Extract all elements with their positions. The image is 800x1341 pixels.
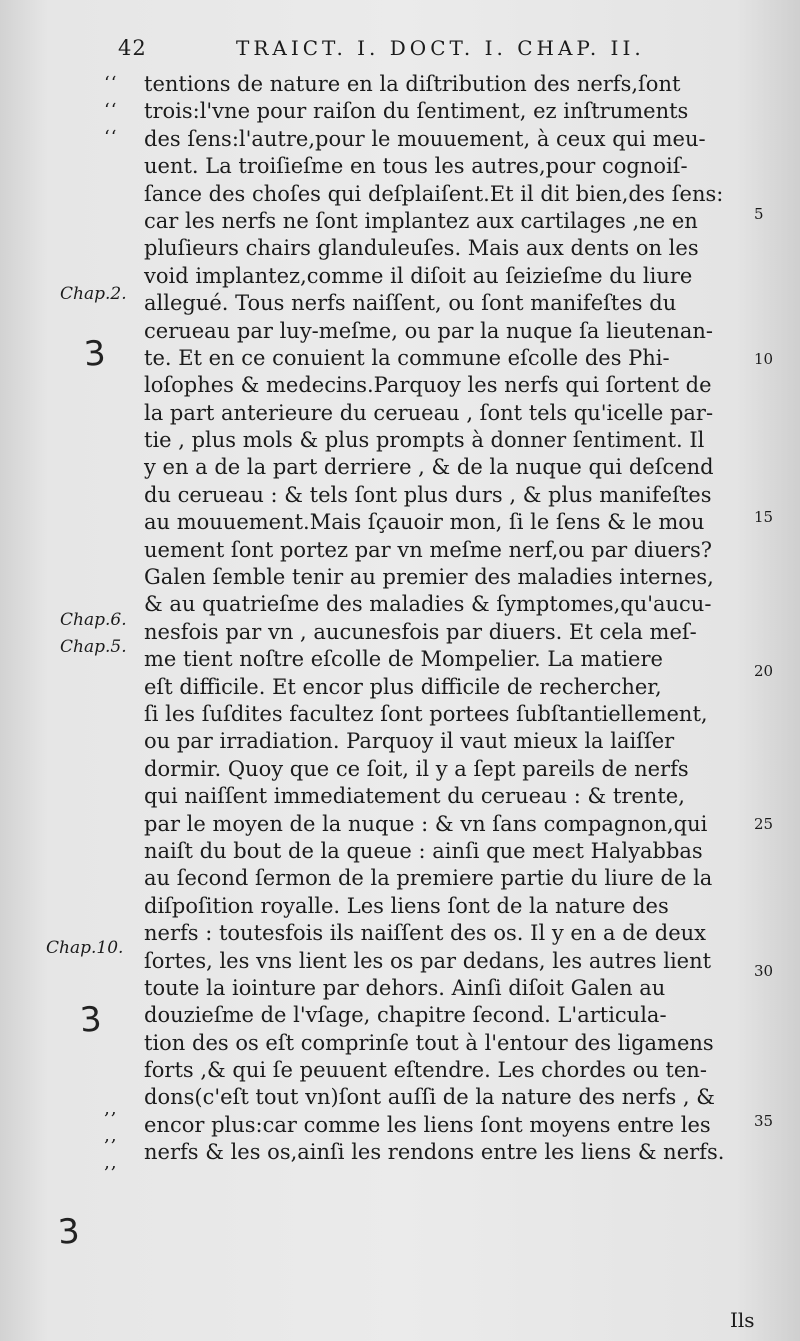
text-line: au ſecond ſermon de la premiere partie du liure de la (144, 866, 713, 891)
text-line: du cerueau : & tels ſont plus durs , & plus manifeſtes (144, 482, 712, 507)
text-line: nesfois par vn , aucunesfois par diuers. Et cela meſ- (144, 619, 697, 644)
text-line: trois:l'vne pour raiſon du ſentiment, ez inſtruments (144, 99, 689, 124)
text-line: void implantez,comme il diſoit au ſeizieſme du liure (144, 263, 693, 288)
handwritten-mark: 3 (56, 1211, 82, 1253)
text-line: tentions de nature en la diſtribution des nerfs,ſont (144, 72, 681, 96)
text-line: tie , plus mols & plus prompts à donner ſentiment. Il (144, 428, 705, 453)
quote-mark: ‘‘ (104, 73, 118, 94)
text-line: uent. La troiſieſme en tous les autres,pour cognoiſ- (144, 154, 688, 179)
line-number: 15 (754, 508, 774, 526)
page-number: 42 (118, 36, 147, 60)
text-line: ſance des choſes qui deſplaiſent.Et il dit bien,des ſens: (144, 181, 724, 206)
text-line: me tient noſtre eſcolle de Mompelier. La matiere (144, 647, 663, 672)
text-line: Galen ſemble tenir au premier des maladies internes, (144, 565, 714, 590)
text-line: au mouuement.Mais ſçauoir mon, ſi le ſens & le mou (144, 510, 705, 535)
quote-mark: ‚‚ (104, 1152, 118, 1173)
text-line: uement ſont portez par vn meſme nerf,ou par diuers? (144, 537, 712, 562)
text-line: dormir. Quoy que ce ſoit, il y a ſept pareils de nerfs (144, 756, 689, 781)
line-number: 20 (754, 662, 774, 680)
quote-mark: ‚‚ (104, 1098, 118, 1119)
text-line: forts ,& qui ſe peuuent eſtendre. Les chordes ou ten- (144, 1058, 707, 1083)
text-line: par le moyen de la nuque : & vn ſans compagnon,qui (144, 811, 708, 836)
line-number: 35 (754, 1112, 774, 1130)
quote-mark: ‚‚ (104, 1125, 118, 1146)
text-line: allegué. Tous nerfs naiſſent, ou ſont manifeſtes du (144, 291, 677, 316)
text-line: car les nerfs ne ſont implantez aux cartilages ,ne en (144, 208, 698, 233)
text-line: nerfs : toutesfois ils naiſſent des os. Il y en a de deux (144, 921, 706, 946)
text-line: nerfs & les os,ainſi les rendons entre les liens & nerfs. (144, 1140, 725, 1165)
line-number: 5 (754, 205, 764, 223)
margin-note: Chap.5. (60, 637, 127, 657)
text-line: diſpoſition royalle. Les liens ſont de la nature des (144, 893, 669, 918)
handwritten-mark: 3 (78, 999, 104, 1041)
text-line: cerueau par luy-meſme, ou par la nuque ſa lieutenan- (144, 318, 714, 343)
margin-note: Chap.10. (46, 938, 124, 958)
page-header (118, 30, 758, 70)
text-line: pluſieurs chairs glanduleuſes. Mais aux dents on les (144, 236, 699, 261)
margin-note: Chap.2. (60, 284, 127, 304)
text-line: dons(c'eſt tout vn)ſont auſſi de la nature des nerfs , & (144, 1085, 715, 1110)
text-line: encor plus:car comme les liens ſont moyens entre les (144, 1112, 711, 1137)
line-number: 30 (754, 962, 774, 980)
handwritten-mark: 3 (82, 333, 108, 375)
catchword: Ils (730, 1308, 755, 1332)
text-line: douzieſme de l'vſage, chapitre ſecond. L'articula- (144, 1003, 667, 1028)
text-line: qui naiſſent immediatement du cerueau : & trente, (144, 784, 685, 809)
line-number: 25 (754, 815, 774, 833)
text-line: ou par irradiation. Parquoy il vaut mieux la laiſſer (144, 729, 675, 754)
text-line: tion des os eſt comprinſe tout à l'entour des ligamens (144, 1030, 714, 1055)
text-line: toute la iointure par dehors. Ainſi diſoit Galen au (144, 975, 666, 1000)
text-line: la part anterieure du cerueau , ſont tels qu'icelle par- (144, 400, 714, 425)
text-line: y en a de la part derriere , & de la nuque qui deſcend (144, 455, 714, 480)
quote-mark: ‘‘ (104, 127, 118, 148)
text-line: ſortes, les vns lient les os par dedans, les autres lient (144, 948, 712, 973)
body-text (144, 71, 756, 1167)
running-title: TRAICT. I. DOCT. I. CHAP. II. (236, 36, 645, 60)
margin-note: Chap.6. (60, 610, 127, 630)
text-line: te. Et en ce conuient la commune eſcolle des Phi- (144, 345, 670, 370)
text-line: naiſt du bout de la queue : ainſi que meɛt Halyabbas (144, 838, 703, 863)
text-line: eſt difficile. Et encor plus difficile de rechercher, (144, 674, 662, 699)
text-line: des ſens:l'autre,pour le mouuement, à ceux qui meu- (144, 126, 706, 151)
text-line: & au quatrieſme des maladies & ſymptomes,qu'aucu- (144, 592, 712, 617)
line-number: 10 (754, 350, 774, 368)
text-line: loſophes & medecins.Parquoy les nerfs qui ſortent de (144, 373, 712, 398)
text-line: ſi les ſuſdites facultez ſont portees ſubſtantiellement, (144, 701, 708, 726)
quote-mark: ‘‘ (104, 100, 118, 121)
